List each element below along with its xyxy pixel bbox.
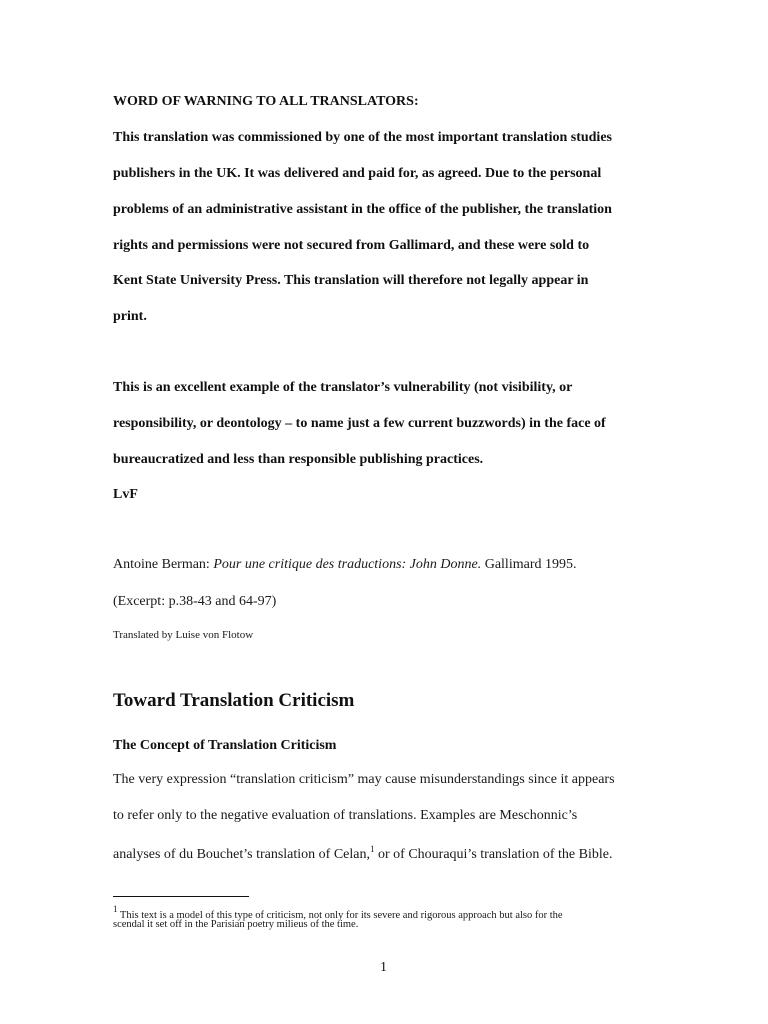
warning-para2-line: This is an excellent example of the translator’s vulnerability (not visibility, or (113, 380, 573, 395)
warning-para1-line: problems of an administrative assistant in the office of the publisher, the translation (113, 202, 612, 217)
body-line: The very expression “translation criticism” may cause misunderstandings since it appears (113, 772, 615, 787)
warning-title: WORD OF WARNING TO ALL TRANSLATORS: (113, 94, 419, 109)
translator-credit: Translated by Luise von Flotow (113, 629, 254, 641)
warning-para1-line: publishers in the UK. It was delivered and paid for, as agreed. Due to the personal (113, 166, 602, 181)
source-excerpt: (Excerpt: p.38-43 and 64-97) (113, 594, 277, 609)
footnote-separator (113, 896, 249, 897)
source-publisher: Gallimard 1995. (481, 557, 577, 572)
warning-para1-line: Kent State University Press. This translation will therefore not legally appear in (113, 273, 589, 288)
footnote-line: scendal it set off in the Parisian poetry milieus of the time. (113, 919, 359, 930)
footnote-reference[interactable]: 1 (370, 844, 375, 854)
body-line: analyses of du Bouchet’s translation of Celan,$^1$ or of Chouraqui’s translation of the Bible. (113, 844, 613, 862)
footnote-line: $^1$ This text is a model of this type of criticism, not only for its severe and rigorous approach but also for the (113, 904, 563, 921)
body-line: to refer only to the negative evaluation of translations. Examples are Meschonnic’s (113, 808, 578, 823)
warning-para2-line: bureaucratized and less than responsible publishing practices. (113, 452, 484, 467)
warning-para1-line: This translation was commissioned by one of the most important translation studies (113, 130, 612, 145)
source-author: Antoine Berman: (113, 557, 214, 572)
warning-para2-line: responsibility, or deontology – to name just a few current buzzwords) in the face of (113, 416, 606, 431)
warning-para1-line: rights and permissions were not secured from Gallimard, and these were sold to (113, 238, 590, 253)
warning-para1-line: print. (113, 309, 147, 324)
footnote-marker: 1 (113, 904, 118, 914)
article-title: Toward Translation Criticism (113, 690, 355, 711)
section-title: The Concept of Translation Criticism (113, 738, 337, 753)
source-citation (113, 557, 576, 573)
signature: LvF (113, 487, 138, 502)
source-title: Pour une critique des traductions: John Donne. (213, 557, 482, 572)
page-number: 1 (380, 960, 387, 975)
